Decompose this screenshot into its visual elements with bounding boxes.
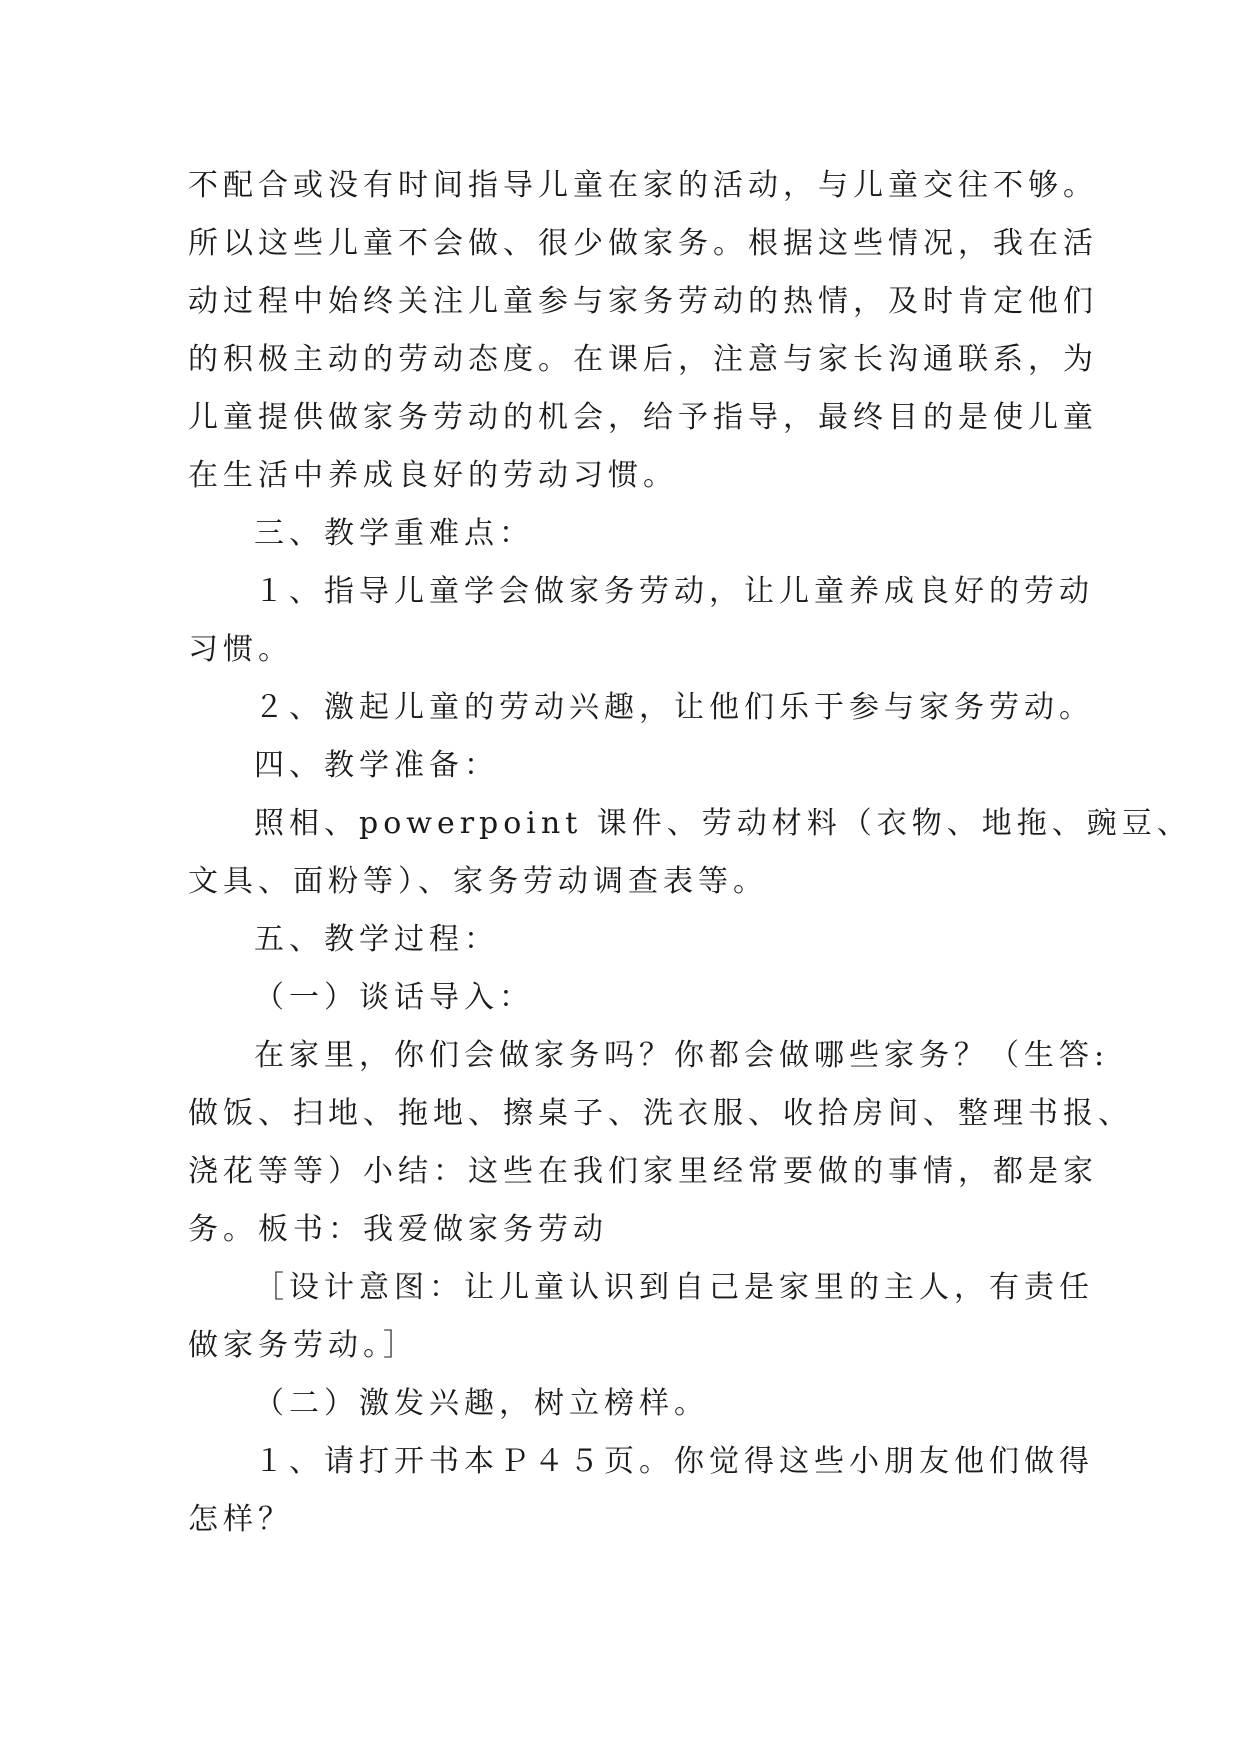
body-line: 做饭、扫地、拖地、擦桌子、洗衣服、收拾房间、整理书报、 — [188, 1096, 1133, 1131]
body-line: 的积极主动的劳动态度。在课后，注意与家长沟通联系，为 — [188, 342, 1098, 377]
body-line: 在家里，你们会做家务吗？你都会做哪些家务？（生答: — [254, 1038, 1110, 1073]
body-line: 不配合或没有时间指导儿童在家的活动，与儿童交往不够。 — [188, 168, 1098, 203]
body-line: 动过程中始终关注儿童参与家务劳动的热情，及时肯定他们 — [188, 284, 1098, 319]
section-heading: 四、教学准备： — [254, 748, 499, 783]
list-item: １、指导儿童学会做家务劳动，让儿童养成良好的劳动 — [254, 574, 1094, 609]
body-line: 习惯。 — [188, 632, 293, 667]
section-heading: 五、教学过程： — [254, 922, 499, 957]
body-line: 所以这些儿童不会做、很少做家务。根据这些情况，我在活 — [188, 226, 1098, 261]
subsection-heading: （一）谈话导入： — [254, 980, 534, 1015]
list-item: １、请打开书本Ｐ４５页。你觉得这些小朋友他们做得 — [254, 1444, 1094, 1479]
section-heading: 三、教学重难点： — [254, 516, 534, 551]
body-line: 浇花等等）小结：这些在我们家里经常要做的事情，都是家 — [188, 1154, 1098, 1189]
body-line: 儿童提供做家务劳动的机会，给予指导，最终目的是使儿童 — [188, 400, 1098, 435]
body-line: 务。板书：我爱做家务劳动 — [188, 1212, 608, 1247]
body-line: 在生活中养成良好的劳动习惯。 — [188, 458, 678, 493]
design-note: ［设计意图：让儿童认识到自己是家里的主人，有责任 — [254, 1270, 1094, 1305]
body-line: 文具、面粉等）、家务劳动调查表等。 — [188, 864, 768, 899]
subsection-heading: （二）激发兴趣，树立榜样。 — [254, 1386, 709, 1421]
design-note: 做家务劳动。］ — [188, 1328, 418, 1363]
body-line: 照相、powerpoint 课件、劳动材料（衣物、地拖、豌豆、 — [254, 806, 1192, 841]
list-item: ２、激起儿童的劳动兴趣，让他们乐于参与家务劳动。 — [254, 690, 1094, 725]
document-body — [188, 157, 1192, 1549]
body-line: 怎样？ — [188, 1502, 293, 1537]
